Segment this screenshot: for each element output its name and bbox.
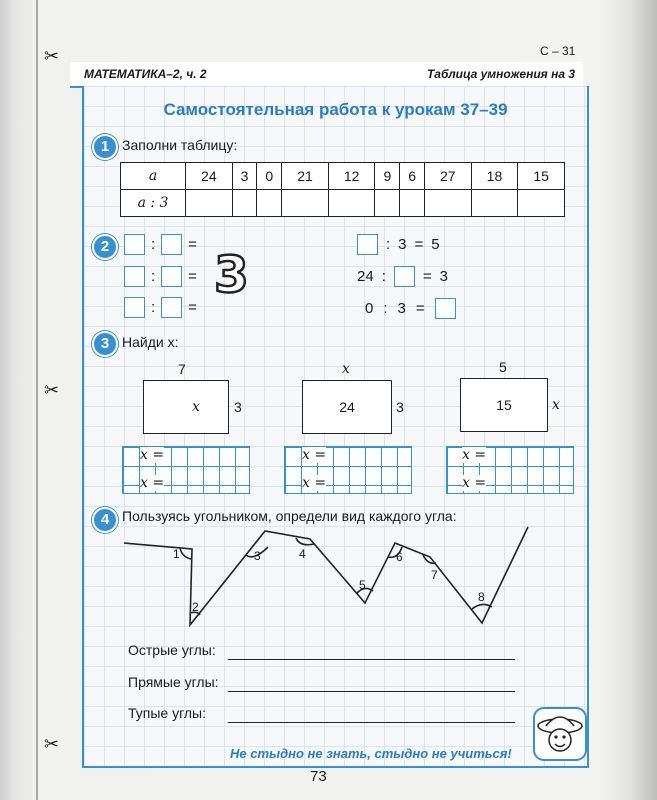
angle-label: 1: [173, 547, 180, 561]
mascot-icon: [532, 706, 588, 762]
equation-token: :: [383, 300, 388, 317]
equation-token: 24: [357, 268, 374, 285]
angles-figure: [110, 525, 550, 640]
answer-cell[interactable]: [257, 190, 282, 217]
angle-label: 8: [478, 590, 485, 604]
angle-label: 7: [431, 568, 438, 582]
answer-cell[interactable]: [282, 190, 329, 217]
subject-title: МАТЕМАТИКА–2, ч. 2: [84, 67, 207, 81]
angle-label: 2: [192, 600, 199, 614]
task-number-badge: 1: [92, 134, 118, 160]
table-cell: 15: [518, 163, 565, 190]
answer-box[interactable]: [435, 298, 456, 319]
x-equals-label: x =: [462, 447, 487, 463]
scissors-icon: ✂: [44, 734, 60, 754]
task-instruction: Заполни таблицу:: [122, 137, 238, 153]
equals-sign: =: [188, 268, 197, 285]
rect-side-label: 3: [396, 399, 404, 415]
equation-token: =: [422, 268, 432, 285]
multiplication-table: [120, 162, 565, 217]
equation-row: [124, 266, 197, 287]
equation-token: =: [414, 236, 424, 253]
answer-box[interactable]: [357, 234, 378, 255]
x-equals-label: x =: [302, 475, 327, 491]
task-number-badge: 2: [92, 234, 118, 260]
angle-label: 5: [359, 578, 366, 592]
x-equals-label: x =: [302, 447, 327, 463]
table-cell: 12: [328, 163, 375, 190]
rectangle: [460, 378, 548, 432]
equation-token: =: [415, 300, 425, 317]
table-cell: 0: [257, 163, 282, 190]
answer-line[interactable]: [228, 691, 515, 692]
scissors-icon: ✂: [44, 380, 60, 400]
book-spine: [36, 0, 38, 800]
table-cell: 9: [375, 163, 400, 190]
equation-token: 3: [397, 300, 406, 317]
page-number: 73: [310, 768, 327, 785]
page-header: [70, 62, 583, 88]
equation-token: :: [386, 236, 391, 253]
worksheet-code: С – 31: [540, 44, 576, 58]
task-number-badge: 3: [92, 331, 118, 357]
rect-top-label: 7: [178, 361, 186, 377]
answer-box[interactable]: [161, 297, 182, 318]
answer-box[interactable]: [161, 234, 182, 255]
rect-inside-label: 15: [496, 397, 512, 413]
task-instruction: Найди x:: [122, 334, 179, 350]
table-cell: 6: [400, 163, 425, 190]
rectangle: [302, 380, 392, 434]
table-cell: 21: [282, 163, 329, 190]
table-cell: 3: [232, 163, 257, 190]
x-equals-label: x =: [462, 475, 487, 491]
answer-cell[interactable]: [518, 190, 565, 217]
equals-sign: =: [188, 236, 197, 253]
topic-title: Таблица умножения на 3: [426, 67, 575, 81]
rect-inside-label: 24: [339, 399, 355, 415]
table-cell: 24: [186, 163, 233, 190]
answer-cell[interactable]: [400, 190, 425, 217]
equation-token: :: [381, 268, 386, 285]
row-header-a-div-3: a : 3: [121, 190, 186, 217]
task-number-badge: 4: [92, 507, 118, 533]
answer-box[interactable]: [394, 266, 415, 287]
angle-label: 4: [299, 547, 306, 561]
answer-cell[interactable]: [232, 190, 257, 217]
big-digit-three: 3: [214, 246, 249, 304]
equation-row: [357, 266, 448, 287]
answer-box[interactable]: [161, 266, 182, 287]
motto: Не стыдно не знать, стыдно не учиться!: [230, 746, 512, 761]
equation-token: 3: [398, 236, 407, 253]
equation-token: 5: [431, 236, 440, 253]
colon-sign: :: [151, 268, 156, 285]
answer-cell[interactable]: [328, 190, 375, 217]
angle-label: 6: [396, 550, 403, 564]
task-instruction: Пользуясь угольником, определи вид каждого угла:: [122, 508, 457, 524]
acute-angles-label: Острые углы:: [128, 642, 216, 658]
scissors-icon: ✂: [44, 46, 60, 66]
equation-row: [357, 234, 440, 255]
rect-side-label: x: [552, 397, 560, 413]
answer-cell[interactable]: [375, 190, 400, 217]
answer-cell[interactable]: [424, 190, 471, 217]
answer-box[interactable]: [124, 234, 145, 255]
obtuse-angles-label: Тупые углы:: [128, 705, 207, 721]
page-title: Самостоятельная работа к урокам 37–39: [163, 100, 508, 119]
answer-line[interactable]: [228, 722, 515, 723]
table-cell: 27: [424, 163, 471, 190]
equation-token: 0: [365, 300, 374, 317]
answer-box[interactable]: [124, 266, 145, 287]
right-angles-label: Прямые углы:: [128, 674, 219, 690]
colon-sign: :: [151, 236, 156, 253]
x-equals-label: x =: [140, 447, 165, 463]
answer-box[interactable]: [124, 297, 145, 318]
rect-side-label: 3: [234, 399, 242, 415]
equation-row: [124, 234, 197, 255]
equation-row: [124, 297, 197, 318]
rect-top-label: 5: [499, 359, 507, 375]
rect-inside-label: x: [192, 399, 200, 415]
rect-top-label: x: [342, 361, 350, 377]
rectangle: [143, 380, 229, 434]
colon-sign: :: [151, 299, 156, 316]
equation-token: 3: [439, 268, 448, 285]
table-cell: 18: [471, 163, 518, 190]
answer-line[interactable]: [228, 659, 515, 660]
answer-cell[interactable]: [471, 190, 518, 217]
x-equals-label: x =: [140, 475, 165, 491]
equals-sign: =: [188, 299, 197, 316]
equation-row: [365, 298, 456, 319]
angle-label: 3: [254, 549, 261, 563]
answer-cell[interactable]: [186, 190, 233, 217]
row-header-a: a: [121, 163, 186, 190]
